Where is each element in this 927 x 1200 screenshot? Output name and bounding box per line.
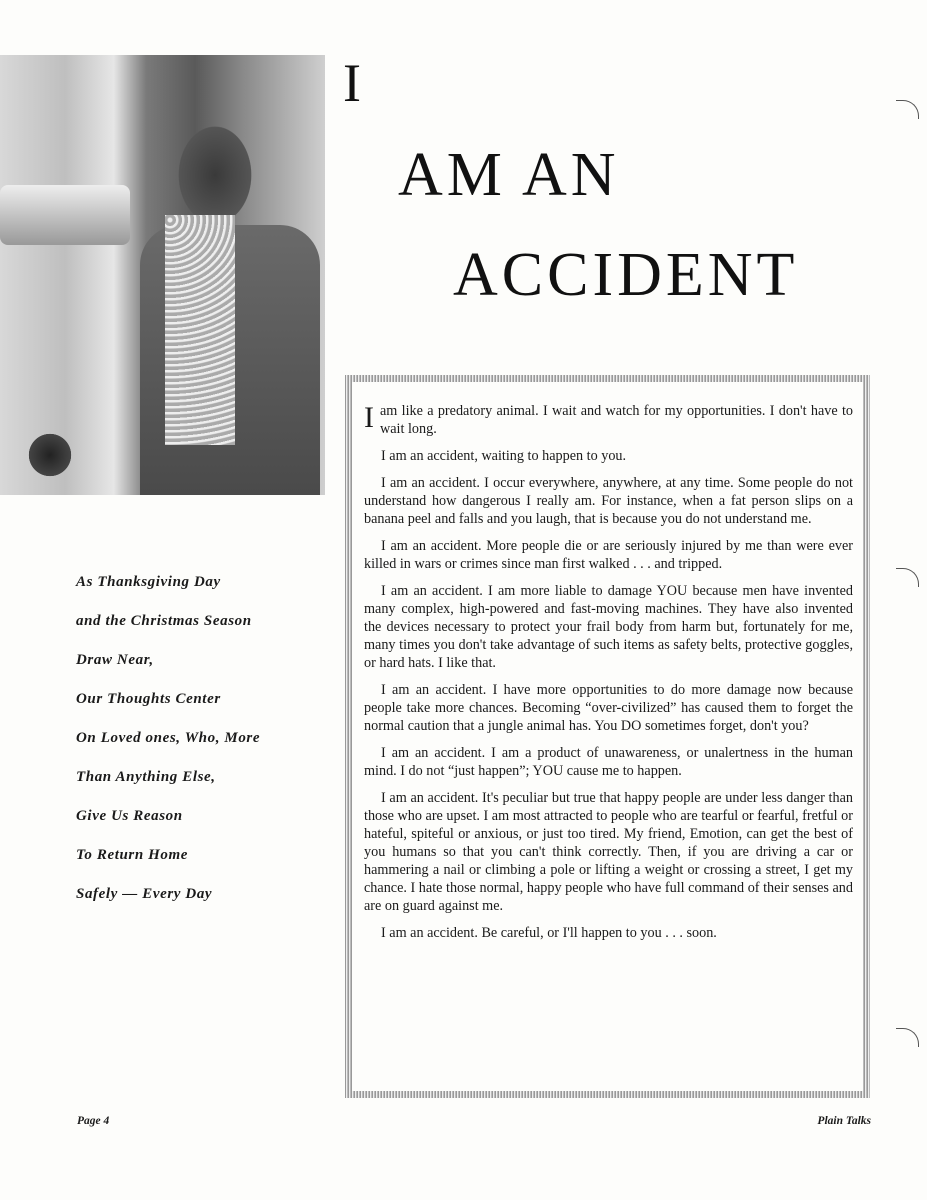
message-line: Give Us Reason bbox=[76, 808, 183, 824]
title-line-2: AM AN bbox=[398, 141, 620, 209]
article-paragraph: I am an accident. Be careful, or I'll happen to you . . . soon. bbox=[381, 925, 717, 941]
title-line-3: ACCIDENT bbox=[453, 241, 799, 309]
photo-worker-shirt bbox=[165, 215, 235, 445]
binder-hole-mark bbox=[896, 100, 919, 119]
binder-hole-mark bbox=[896, 1028, 919, 1047]
article-paragraph: I am an accident. I have more opportunities to do more damage now because people take more chances. Becoming “over-civilized” has caused them to forget the normal caution that a jungle animal has. You DO sometimes forget, don't you? bbox=[364, 682, 853, 734]
article-paragraph: I am an accident, waiting to happen to you. bbox=[381, 448, 627, 464]
drop-cap: I bbox=[364, 401, 374, 434]
article-box bbox=[345, 375, 870, 1098]
publication-name: Plain Talks bbox=[817, 1115, 871, 1127]
message-line: Draw Near, bbox=[76, 652, 154, 668]
message-line: On Loved ones, Who, More bbox=[76, 730, 261, 746]
article-paragraph: I am an accident. I occur everywhere, anywhere, at any time. Some people do not understand how dangerous I really am. For instance, when a fat person slips on a banana peel and falls and you laugh, that is because you do not understand me. bbox=[364, 475, 853, 527]
article-paragraph bbox=[364, 402, 853, 438]
article-paragraph: I am an accident. I am a product of unawareness, or unalertness in the human mind. I do not “just happen”; YOU cause me to happen. bbox=[364, 745, 853, 779]
message-line: As Thanksgiving Day bbox=[76, 574, 221, 590]
message-line: To Return Home bbox=[76, 847, 189, 863]
holiday-message bbox=[76, 574, 260, 925]
article-paragraph: I am an accident. More people die or are seriously injured by me than were ever killed in wars or crimes since man first walked . . . and tripped. bbox=[364, 538, 853, 572]
page-number: Page 4 bbox=[77, 1115, 110, 1127]
message-line: Our Thoughts Center bbox=[76, 691, 221, 707]
message-line: Than Anything Else, bbox=[76, 769, 216, 785]
message-line: and the Christmas Season bbox=[76, 613, 252, 629]
message-line: Safely — Every Day bbox=[76, 886, 213, 902]
article-body bbox=[364, 402, 853, 951]
photo-worker-covering-eye bbox=[0, 55, 325, 495]
title-line-1: I bbox=[343, 53, 365, 113]
photo-machine bbox=[0, 185, 130, 245]
article-paragraph: I am an accident. It's peculiar but true that happy people are under less danger than those who are upset. I am most attracted to people who are tearful or fearful, fretful or hateful, spiteful or anxious, or just too tired. My friend, Emotion, can get the best of you humans so that you can't think correctly. Then, if you are driving a car or hammering a nail or climbing a pole or lifting a weight or crossing a street, I get my chance. I hate those normal, happy people who have full command of their senses and are on guard against me. bbox=[364, 790, 853, 914]
binder-hole-mark bbox=[896, 568, 919, 587]
article-paragraph: I am an accident. I am more liable to damage YOU because men have invented many complex, high-powered and fast-moving machines. They have also invented the devices necessary to protect your frail body from harm but, fortunately for me, many times you don't take advantage of such items as safety belts, protective goggles, or hard hats. I like that. bbox=[364, 583, 853, 671]
paragraph-text: am like a predatory animal. I wait and watch for my opportunities. I don't have to wait long. bbox=[380, 403, 853, 437]
